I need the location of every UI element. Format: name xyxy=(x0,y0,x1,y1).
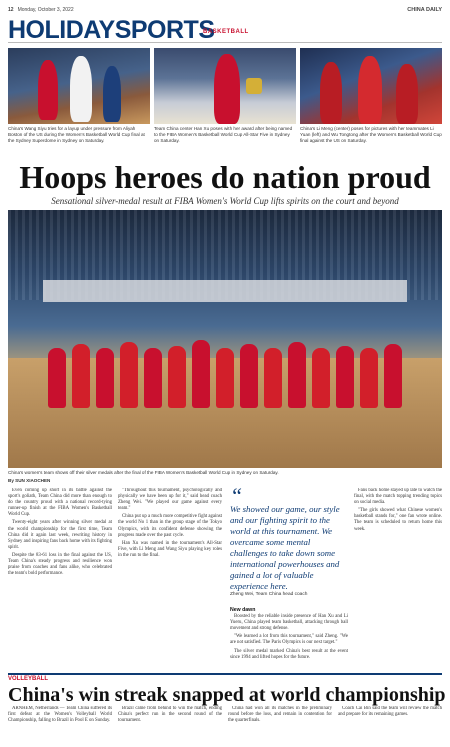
story-paragraph: China had won all its matches in the preliminary round before the loss, and remain in contention for the quarterfinals. xyxy=(228,706,332,724)
photo-1-caption: China's Wang Siyu tries for a layup under pressure from Aliyah Boston of the US during the Women's Basketball World Cup final at the Sydney Superdome in Sydney on Saturday. xyxy=(8,126,145,143)
second-column-3 xyxy=(228,706,332,747)
player-figure xyxy=(120,342,138,408)
issue-date: Monday, October 3, 2022 xyxy=(17,7,74,13)
player-figure xyxy=(240,344,258,408)
story-column-1 xyxy=(8,488,112,676)
story-paragraph: Despite the 83-61 loss in the final against the US, Team China's steady progress and resilience won praise from coaches and fans alike, who celebrated the team's bold performance. xyxy=(8,552,112,577)
player-figure xyxy=(216,348,234,408)
second-headline: China's win streak snapped at world championship xyxy=(8,684,446,706)
story-paragraph: Brazil came from behind to win the match, ending China's perfect run in the second round of the tournament. xyxy=(118,706,222,724)
second-story xyxy=(8,706,442,747)
player-figure xyxy=(103,66,121,122)
player-figure xyxy=(360,348,378,408)
player-figure xyxy=(72,344,90,408)
story-column-4 xyxy=(354,488,442,676)
photo-3-image xyxy=(300,48,442,124)
player-figure xyxy=(144,348,162,408)
story-paragraph: The silver medal marked China's best result at the event since 1994 and lifted hopes for the future. xyxy=(230,648,348,660)
main-photo-caption: China's women's team shows off their silver medals after the final of the FIBA Women's Basketball World Cup in Sydney on Saturday. xyxy=(8,470,279,475)
photo-1 xyxy=(8,48,150,158)
section-title: HOLIDAYSPORTS xyxy=(8,16,215,44)
page-header xyxy=(8,4,442,16)
story-paragraph: Fans back home stayed up late to watch the final, with the match topping trending topics on social media. xyxy=(354,488,442,506)
player-figure xyxy=(320,62,342,124)
player-figure xyxy=(214,54,240,124)
player-figure xyxy=(48,348,66,408)
photo-2-image xyxy=(154,48,296,124)
second-column-4 xyxy=(338,706,442,747)
page-number: 12 xyxy=(8,7,14,13)
story-subhead: New dawn xyxy=(230,607,256,613)
main-headline: Hoops heroes do nation proud xyxy=(19,159,431,195)
photo-1-image xyxy=(8,48,150,124)
story-paragraph: Twenty-eight years after winning silver medal at the world championship for the first time, Team China did it again last week, rewriting history in Sydney and inspiring fans back home with its fighting spirit. xyxy=(8,520,112,550)
main-story xyxy=(8,478,442,676)
photo-3 xyxy=(300,48,442,158)
story-paragraph: "The girls showed what Chinese women's basketball stands for," one fan wrote online. The team is scheduled to return home this week. xyxy=(354,508,442,532)
player-figure xyxy=(288,342,306,408)
photo-3-caption: China's Li Meng (center) poses for pictures with her teammates Li Yuan (left) and Wu Tongtong after the Women's Basketball World Cup final against the US on Saturday. xyxy=(300,126,442,143)
pull-quote xyxy=(230,483,348,592)
arena-banner xyxy=(43,280,407,302)
pull-quote-text: We showed our game, our style and our fighting spirit to the world at this tournament. We overcame some mental challenges to take down some international powerhouses and gained a lot of valuable experience here. xyxy=(230,504,340,591)
award-trophy xyxy=(246,78,262,94)
player-figure xyxy=(358,56,382,124)
photo-2-caption: Team China center Han Xu poses with her award after being named to the FIBA Women's Basketball World Cup All-Star Five in Sydney on Saturday. xyxy=(154,126,293,143)
second-section-label: VOLLEYBALL xyxy=(8,676,48,682)
quote-mark-icon: “ xyxy=(230,483,243,508)
publication-name: CHINA DAILY xyxy=(407,7,442,13)
story-paragraph: Coach Cai Bin said the team will review the match and prepare for its remaining games. xyxy=(338,706,442,718)
player-figure xyxy=(336,346,354,408)
main-photo xyxy=(8,210,442,468)
story-paragraph: China put up a much more competitive fight against the world No 1 than in the group stage of the Tokyo Olympics, with its confident defense showing the progress made over the past cycle. xyxy=(118,514,222,538)
player-figure xyxy=(396,64,418,124)
player-figure xyxy=(384,344,402,408)
player-figure xyxy=(168,346,186,408)
player-figure xyxy=(96,348,114,408)
player-figure xyxy=(70,56,92,122)
second-column-2 xyxy=(118,706,222,747)
section-divider xyxy=(8,673,442,675)
photo-2 xyxy=(154,48,296,158)
subsection-label: BASKETBALL xyxy=(203,29,249,35)
story-column-3 xyxy=(230,604,348,676)
player-figure xyxy=(38,60,58,120)
story-paragraph: Boosted by the reliable inside presence of Han Xu and Li Yueru, China played team basketball, attacking through ball movement and strong defense. xyxy=(230,614,348,632)
story-paragraph: ARNHEM, Netherlands — Team China suffered its first defeat at the Women's Volleyball World Championship, falling to Brazil in Pool E on Sunday. xyxy=(8,706,112,724)
story-paragraph: Even coming up short in its battle against the sport's goliath, Team China did more than enough to do the country proud with a national record-tying runner-up finish at the FIBA Women's Basketball World Cup. xyxy=(8,488,112,518)
main-dek: Sensational silver-medal result at FIBA Women's World Cup lifts spirits on the court and beyond xyxy=(51,196,399,206)
player-figure xyxy=(312,348,330,408)
player-figure xyxy=(192,340,210,408)
story-column-2 xyxy=(118,488,222,676)
story-paragraph: Han Xu was named in the tournament's All-Star Five, with Li Meng and Wang Siyu playing key roles in the run to the final. xyxy=(118,540,222,558)
story-paragraph: "Throughout this tournament, psychologically and physically we have been up for it," said head coach Zheng Wei. "We played our game against every team." xyxy=(118,488,222,512)
second-column-1 xyxy=(8,706,112,747)
section-masthead xyxy=(8,17,442,43)
photo-strip xyxy=(8,48,442,158)
story-paragraph: "We learned a lot from this tournament," said Zheng. "We are not satisfied. The Paris Olympics is our next target." xyxy=(230,634,348,646)
byline: By SUN XIAOCHEN xyxy=(8,478,51,483)
player-figure xyxy=(264,348,282,408)
pull-quote-attribution: Zheng Wei, Team China head coach xyxy=(230,592,308,597)
